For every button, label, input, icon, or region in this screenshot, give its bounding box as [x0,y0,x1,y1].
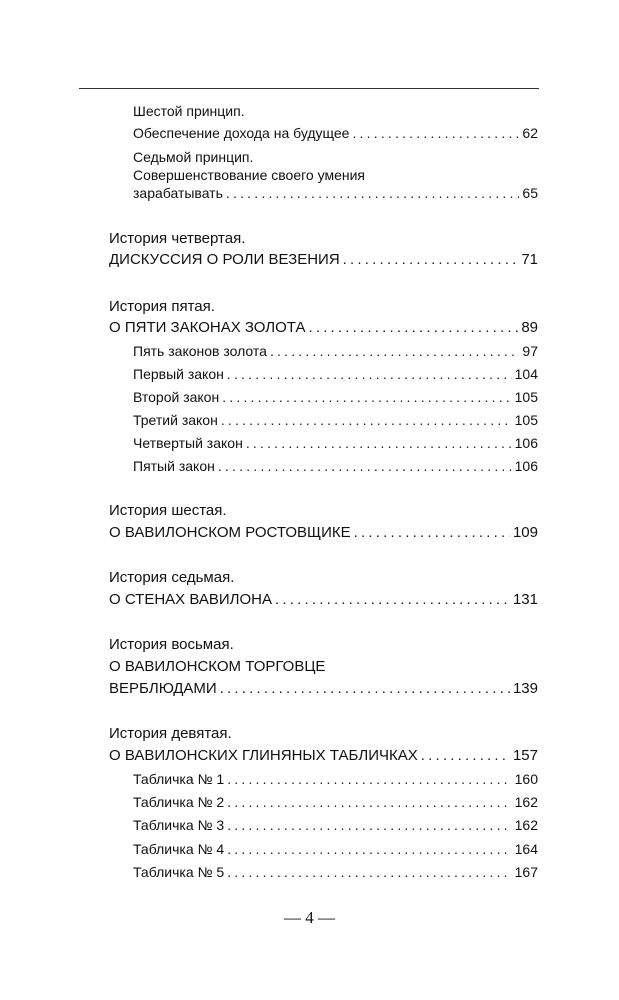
toc-entry-title: ДИСКУССИЯ О РОЛИ ВЕЗЕНИЯ [109,251,340,268]
toc-entry[interactable] [133,366,538,382]
toc-entry-title: Пятый закон [133,458,215,474]
dot-leader [224,771,511,787]
toc-entry-title: Второй закон [133,389,220,405]
page-number: — 4 — [284,908,335,927]
toc-entry[interactable] [133,125,538,141]
toc-entry-page: 106 [514,435,538,451]
toc-entry-page: 162 [514,794,538,810]
toc-entry-page: 164 [514,841,538,857]
toc-entry-title: зарабатывать [133,185,223,201]
dot-leader [223,185,520,201]
toc-entry[interactable] [133,343,538,359]
toc-entry-page: 167 [514,864,538,880]
dot-leader [418,747,510,764]
toc-entry-title: О ВАВИЛОНСКИХ ГЛИНЯНЫХ ТАБЛИЧКАХ [109,747,418,764]
toc-entry-title: О СТЕНАХ ВАВИЛОНА [109,591,272,608]
toc-entry-page: 162 [514,817,538,833]
toc-entry-title: Табличка № 3 [133,817,225,833]
dot-leader [243,435,512,451]
toc-story-label: История восьмая. [109,636,234,653]
toc-entry[interactable] [109,680,538,697]
toc-entry[interactable] [133,794,538,810]
toc-entry-page: 89 [521,319,538,336]
dot-leader [217,680,510,697]
dot-leader [351,524,510,541]
dot-leader [272,591,510,608]
toc-entry-title: О ПЯТИ ЗАКОНАХ ЗОЛОТА [109,319,306,336]
toc-entry-page: 104 [514,366,538,382]
toc-entry-title: Пять законов золота [133,343,267,359]
toc-entry-page: 97 [522,343,538,359]
toc-entry-title: О ВАВИЛОНСКОМ РОСТОВЩИКЕ [109,524,351,541]
toc-story-label: История пятая. [109,298,215,315]
toc-entry[interactable] [109,524,538,541]
toc-story-label: История четвертая. [109,230,246,247]
toc-entry-title: Табличка № 5 [133,864,225,880]
toc-entry-page: 105 [514,412,538,428]
toc-entry-title: Табличка № 2 [133,794,225,810]
toc-entry[interactable] [133,817,538,833]
dot-leader [305,319,518,336]
dot-leader [267,343,519,359]
toc-entry-page: 65 [522,185,538,201]
toc-entry-page: 139 [512,680,538,697]
dot-leader [224,794,511,810]
dot-leader [219,389,511,405]
toc-entry-page: 105 [514,389,538,405]
toc-entry-page: 157 [512,747,538,764]
toc-entry[interactable] [133,841,538,857]
dot-leader [224,864,511,880]
toc-entry-page: 131 [512,591,538,608]
dot-leader [224,817,511,833]
toc-entry-page: 106 [514,458,538,474]
toc-entry[interactable] [133,435,538,451]
toc-entry-title: Обеспечение дохода на будущее [133,125,350,141]
dot-leader [224,366,512,382]
dot-leader [218,412,512,428]
toc-entry[interactable] [133,412,538,428]
dot-leader [215,458,512,474]
toc-entry-title: ВЕРБЛЮДАМИ [109,680,217,697]
toc-story-label: История седьмая. [109,569,235,586]
toc-entry-title: Первый закон [133,366,224,382]
toc-story-label: История девятая. [109,725,232,742]
toc-story-label: История шестая. [109,502,227,519]
toc-entry-page: 62 [522,125,538,141]
toc-entry[interactable] [133,458,538,474]
toc-entry-title: Табличка № 4 [133,841,225,857]
toc-entry[interactable] [133,864,538,880]
toc-entry[interactable] [109,591,538,608]
dot-leader [340,251,519,268]
dot-leader [349,125,519,141]
toc-entry-page: 109 [512,524,538,541]
toc-entry[interactable] [109,747,538,764]
dot-leader [224,841,511,857]
toc-entry-title-line: О ВАВИЛОНСКОМ ТОРГОВЦЕ [109,658,326,675]
toc-entry[interactable] [133,771,538,787]
toc-entry-label: Седьмой принцип. [133,149,254,165]
header-rule [79,88,539,89]
toc-entry-label: Совершенствование своего умения [133,167,365,183]
toc-entry-label: Шестой принцип. [133,103,245,119]
toc-entry[interactable] [109,251,538,268]
toc-entry[interactable] [109,319,538,336]
toc-entry-title: Четвертый закон [133,435,243,451]
toc-entry-page: 160 [514,771,538,787]
toc-entry-title: Табличка № 1 [133,771,225,787]
toc-entry[interactable] [133,185,538,201]
toc-entry[interactable] [133,389,538,405]
toc-entry-title: Третий закон [133,412,218,428]
toc-entry-page: 71 [521,251,538,268]
